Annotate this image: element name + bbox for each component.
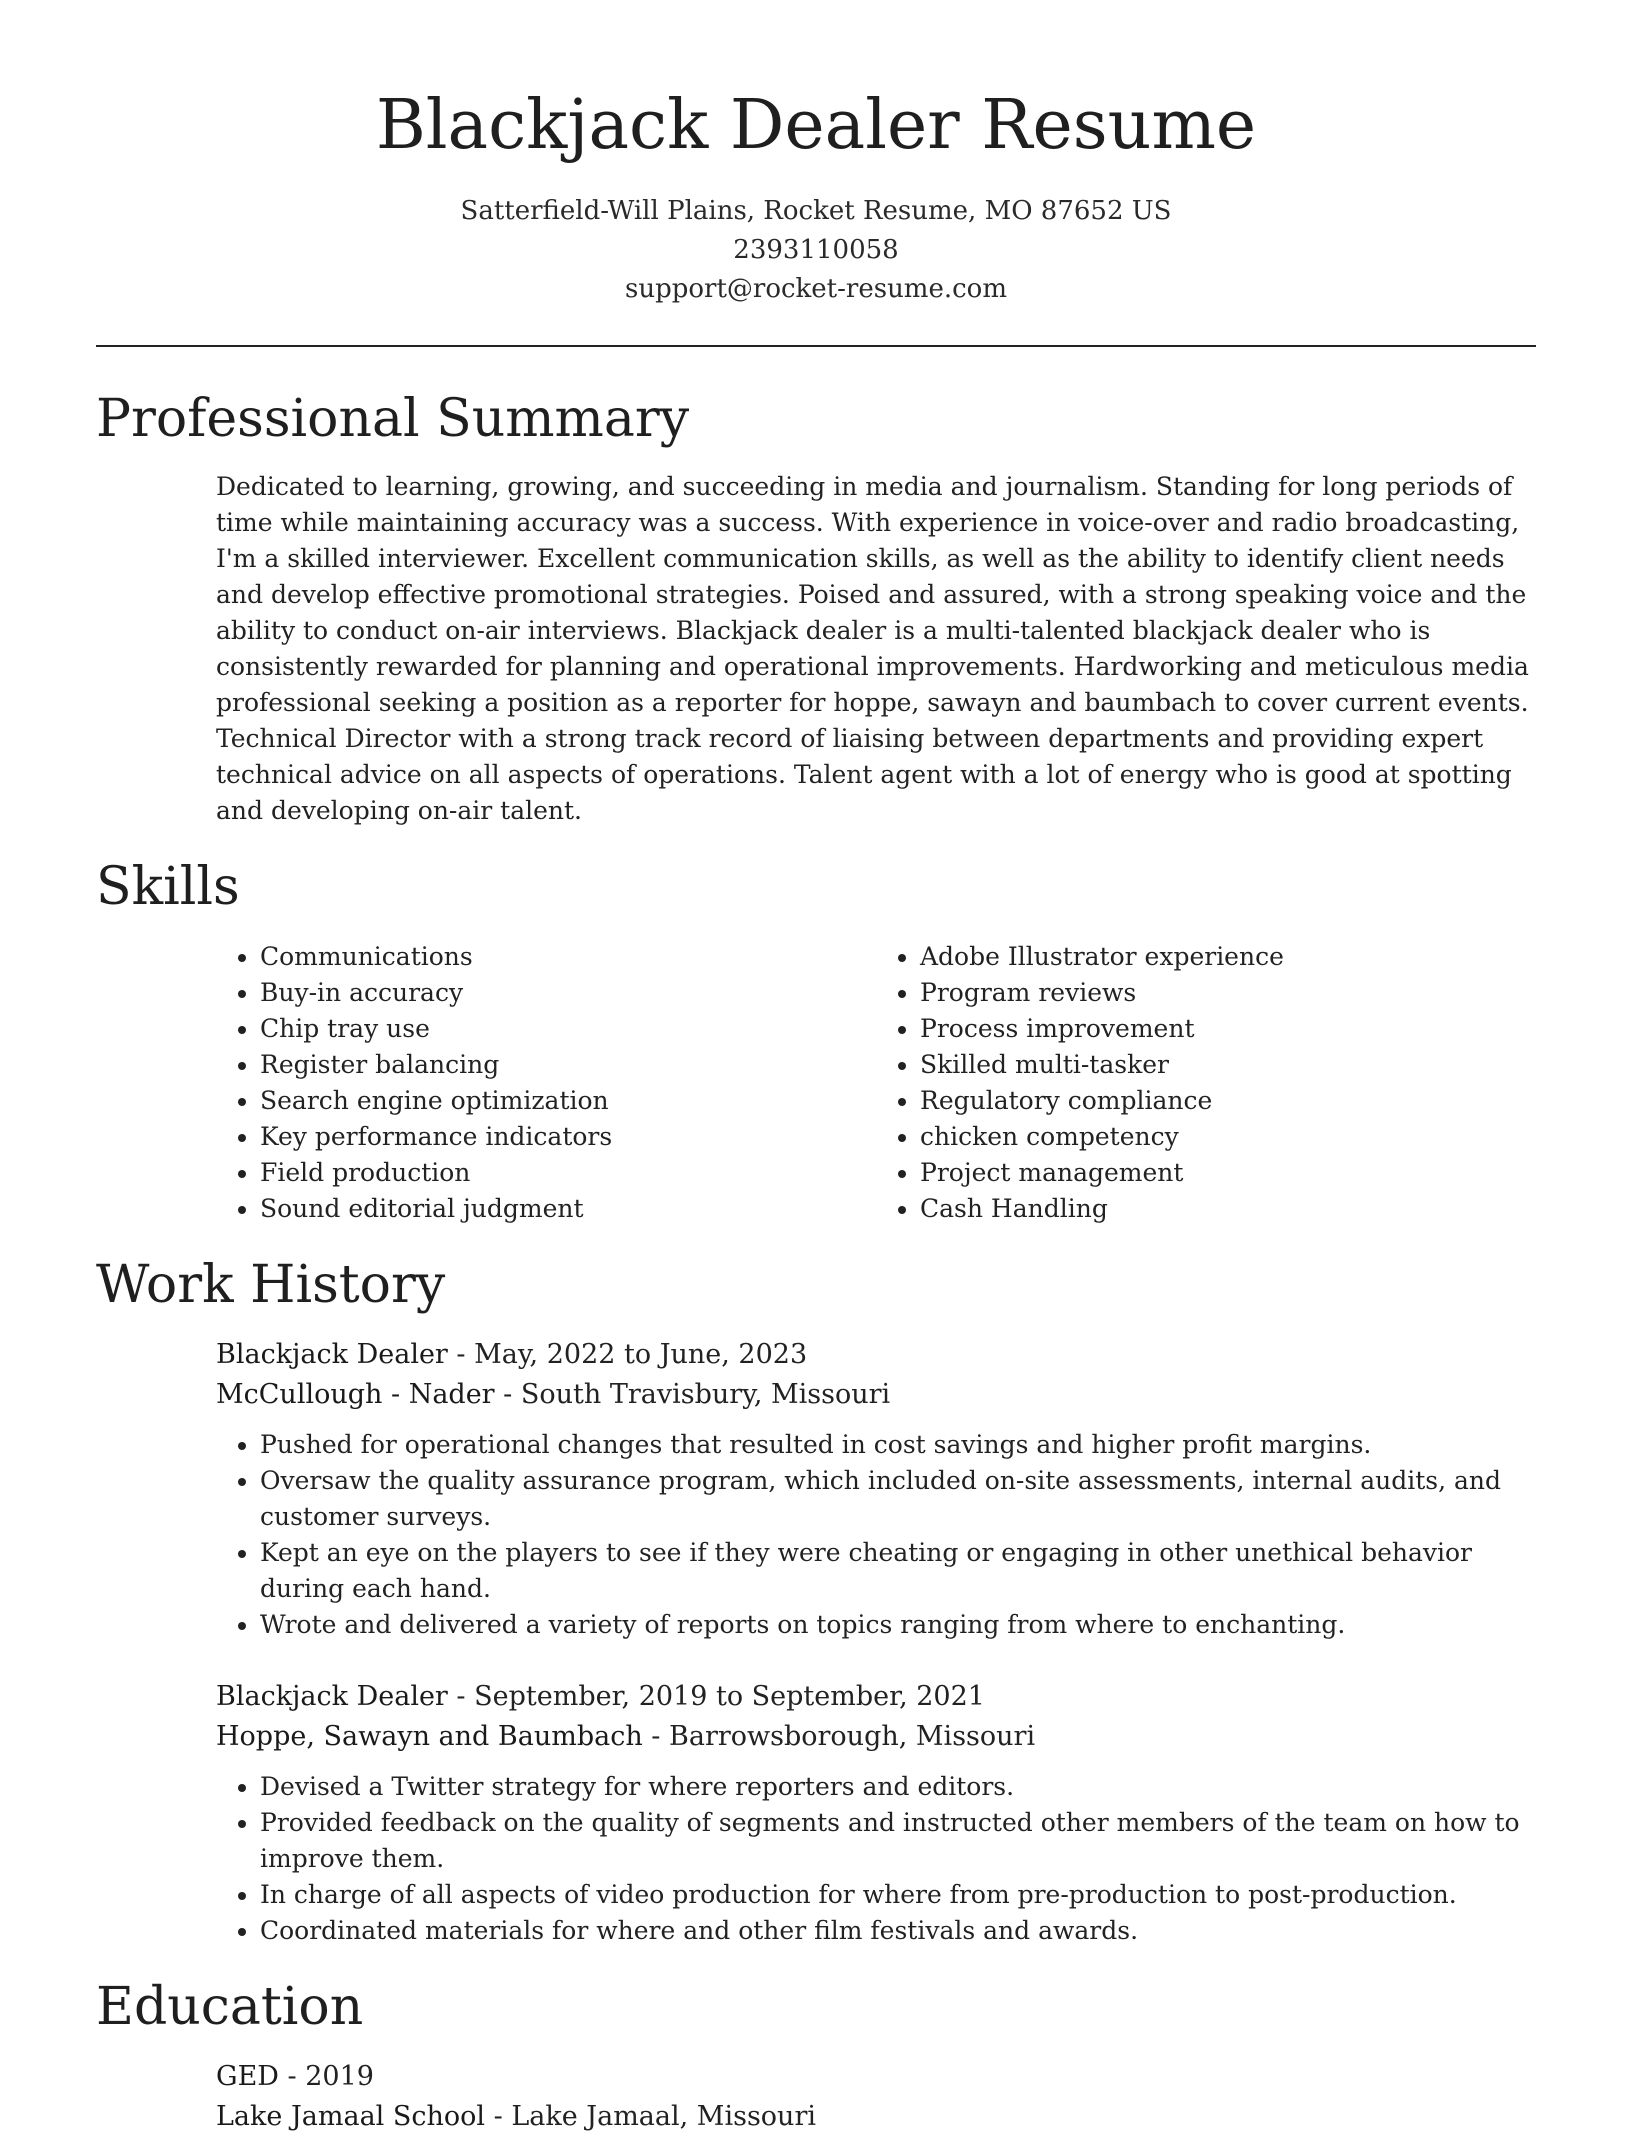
job-location: - Barrowsborough, Missouri: [642, 1721, 1036, 1752]
list-item: • Project management: [920, 1155, 1536, 1191]
summary-heading: Professional Summary: [96, 389, 690, 449]
job-title-line: [216, 1335, 1536, 1375]
job-dates: - May, 2022 to June, 2023: [447, 1339, 808, 1370]
job-company-line: [216, 1375, 1536, 1415]
summary-section: [96, 387, 1536, 829]
list-item: • Regulatory compliance: [920, 1083, 1536, 1119]
work-history-section: [96, 1253, 1536, 1949]
summary-text: Dedicated to learning, growing, and succeeding in media and journalism. Standing for long periods of time while maintaining accuracy was a success. With experience in voice-over and radio broadcasting, I'm a skilled interviewer. Excellent communication skills, as well as the ability to identify client needs and develop effective promotional strategies. Poised and assured, with a strong speaking voice and the ability to conduct on-air interviews. Blackjack dealer is a multi-talented blackjack dealer who is consistently rewarded for planning and operational improvements. Hardworking and meticulous media professional seeking a position as a reporter for hoppe, sawayn and baumbach to cover current events. Technical Director with a strong track record of liaising between departments and providing expert technical advice on all aspects of operations. Talent agent with a lot of energy who is good at spotting and developing on-air talent.: [216, 472, 1529, 825]
job-company-line: [216, 1717, 1536, 1757]
list-item: • Kept an eye on the players to see if they were cheating or engaging in other unethical behavior during each hand.: [260, 1535, 1536, 1607]
job-title-line: [216, 1677, 1536, 1717]
work-history-heading: Work History: [96, 1255, 446, 1315]
job-bullets: [216, 1427, 1536, 1643]
list-item: • Cash Handling: [920, 1191, 1536, 1227]
list-item: • In charge of all aspects of video production for where from pre-production to post-production.: [260, 1877, 1536, 1913]
list-item: • Process improvement: [920, 1011, 1536, 1047]
contact-info: [96, 192, 1536, 309]
page-title: Blackjack Dealer Resume: [375, 86, 1257, 165]
list-item: • Devised a Twitter strategy for where reporters and editors.: [260, 1769, 1536, 1805]
education-school-line: [216, 2097, 1536, 2137]
list-item: • chicken competency: [920, 1119, 1536, 1155]
education-entry: [96, 2057, 1536, 2137]
job-title: Blackjack Dealer: [216, 1681, 448, 1712]
list-item: • Wrote and delivered a variety of reports on topics ranging from where to enchanting.: [260, 1607, 1536, 1643]
list-item: • Provided feedback on the quality of segments and instructed other members of the team on how to improve them.: [260, 1805, 1536, 1877]
list-item: • Search engine optimization: [260, 1083, 876, 1119]
education-degree: GED: [216, 2061, 279, 2092]
skills-list-right: [876, 939, 1536, 1227]
list-item: • Buy-in accuracy: [260, 975, 876, 1011]
skills-columns: [96, 939, 1536, 1227]
education-degree-line: [216, 2057, 1536, 2097]
job-dates: - September, 2019 to September, 2021: [447, 1681, 985, 1712]
list-item: • Coordinated materials for where and other film festivals and awards.: [260, 1913, 1536, 1949]
job-entry: [96, 1677, 1536, 1949]
job-title: Blackjack Dealer: [216, 1339, 448, 1370]
job-company: Hoppe, Sawayn and Baumbach: [216, 1721, 643, 1752]
education-year: - 2019: [278, 2061, 374, 2092]
list-item: • Skilled multi-tasker: [920, 1047, 1536, 1083]
job-company: McCullough - Nader: [216, 1379, 495, 1410]
job-bullets: [216, 1769, 1536, 1949]
contact-phone: 2393110058: [733, 235, 899, 265]
list-item: • Adobe Illustrator experience: [920, 939, 1536, 975]
resume-header: [96, 0, 1536, 309]
education-section: [96, 1975, 1536, 2137]
contact-email: support@rocket-resume.com: [624, 274, 1007, 304]
list-item: • Program reviews: [920, 975, 1536, 1011]
list-item: • Oversaw the quality assurance program, which included on-site assessments, internal audits, and customer surveys.: [260, 1463, 1536, 1535]
skills-section: [96, 855, 1536, 1227]
skills-heading: Skills: [96, 857, 240, 917]
list-item: • Field production: [260, 1155, 876, 1191]
list-item: • Pushed for operational changes that resulted in cost savings and higher profit margins.: [260, 1427, 1536, 1463]
list-item: • Communications: [260, 939, 876, 975]
education-heading: Education: [96, 1977, 364, 2037]
education-school: Lake Jamaal School: [216, 2101, 486, 2132]
list-item: • Chip tray use: [260, 1011, 876, 1047]
list-item: • Register balancing: [260, 1047, 876, 1083]
list-item: • Sound editorial judgment: [260, 1191, 876, 1227]
job-location: - South Travisbury, Missouri: [494, 1379, 891, 1410]
education-location: - Lake Jamaal, Missouri: [485, 2101, 816, 2132]
list-item: • Key performance indicators: [260, 1119, 876, 1155]
job-entry: [96, 1335, 1536, 1643]
header-divider: [96, 345, 1536, 347]
contact-address: Satterfield-Will Plains, Rocket Resume, MO 87652 US: [460, 196, 1172, 226]
skills-list-left: [216, 939, 876, 1227]
